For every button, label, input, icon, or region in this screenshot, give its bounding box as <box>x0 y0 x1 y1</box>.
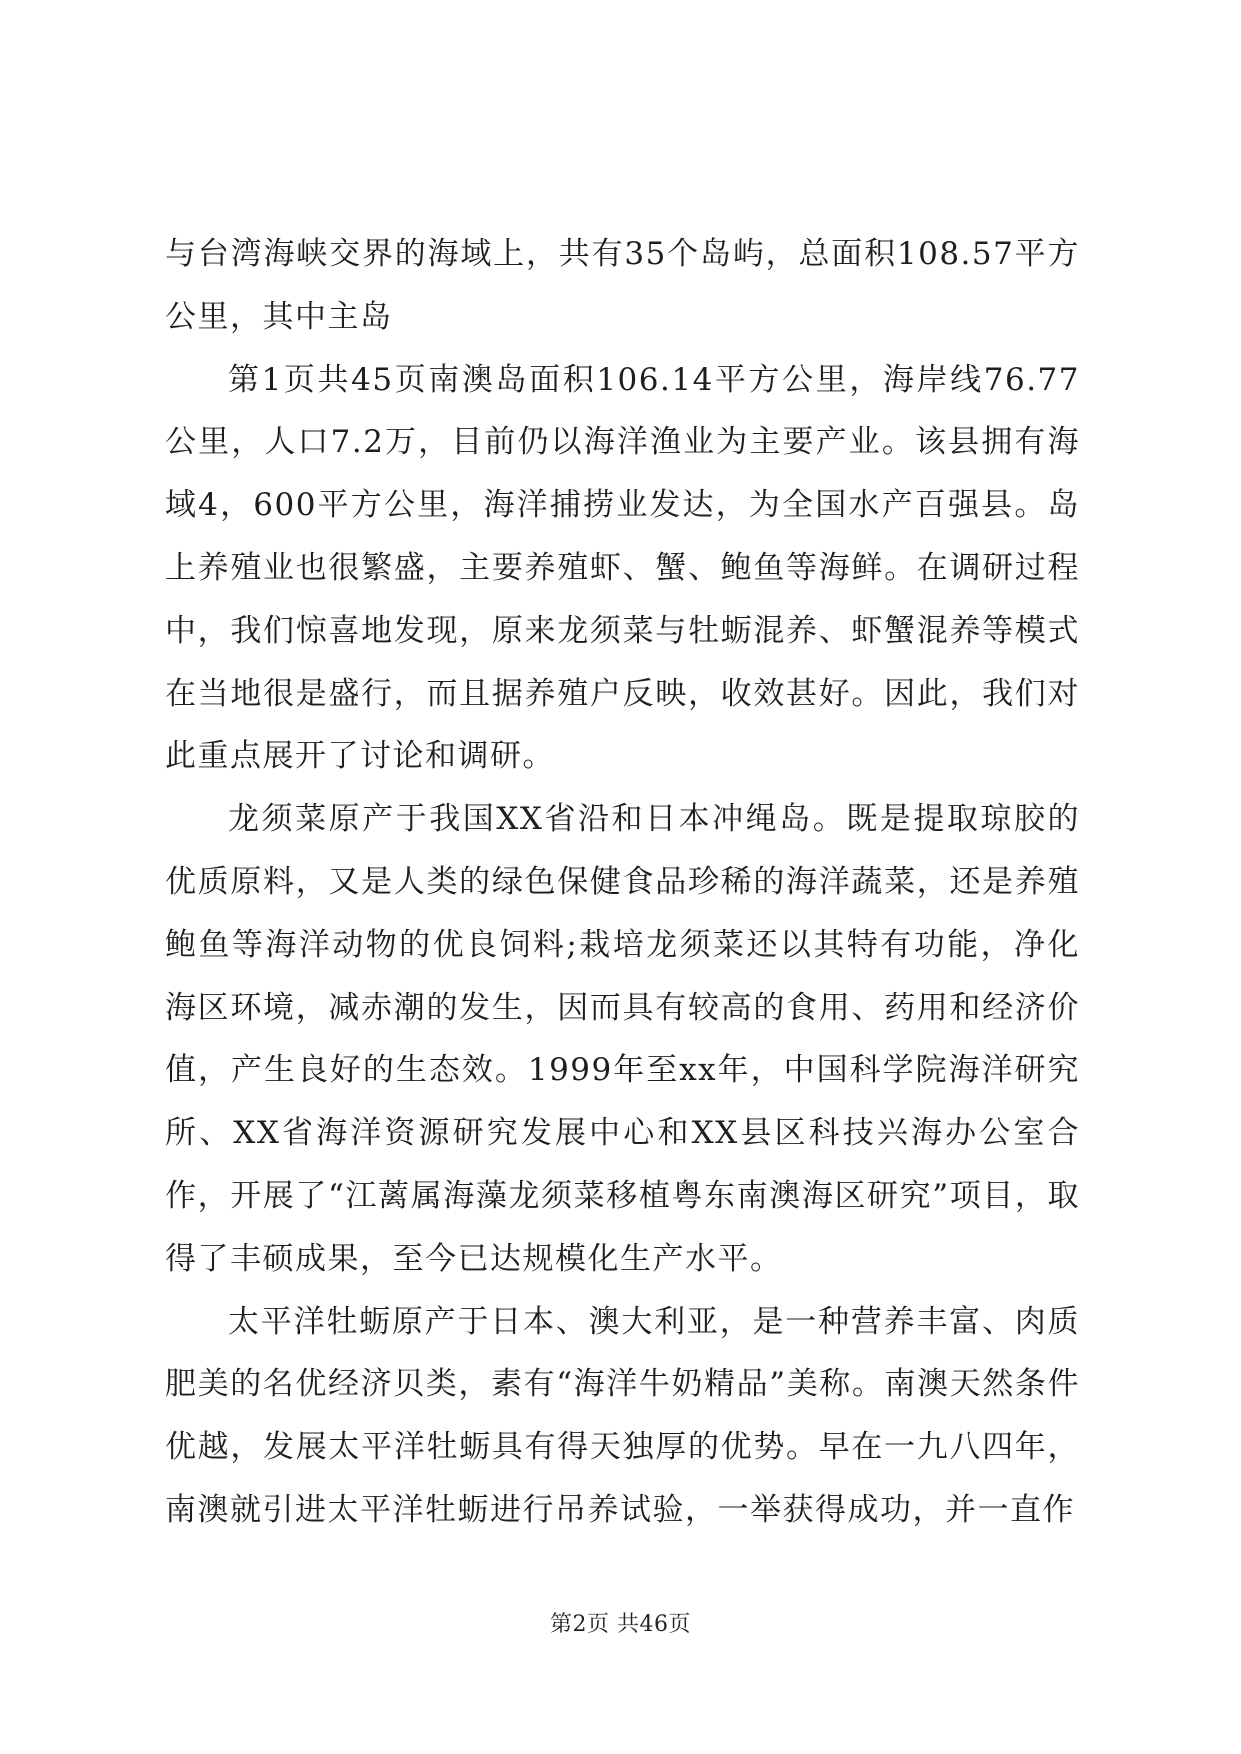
paragraph-longxucai: 龙须菜原产于我国XX省沿和日本冲绳岛。既是提取琼胶的优质原料，又是人类的绿色保健食品珍稀的海洋蔬菜，还是养殖鲍鱼等海洋动物的优良饲料;栽培龙须菜还以其特有功能，净化海区环境，减赤潮的发生，因而具有较高的食用、药用和经济价值，产生良好的生态效。1999年至xx年，中国科学院海洋研究所、XX省海洋资源研究发展中心和XX县区科技兴海办公室合作，开展了“江蓠属海藻龙须菜移植粤东南澳海区研究”项目，取得了丰硕成果，至今已达规模化生产水平。 <box>165 801 1080 1277</box>
body-text <box>165 223 1080 1542</box>
paragraph-pacific-oyster: 太平洋牡蛎原产于日本、澳大利亚，是一种营养丰富、肉质肥美的名优经济贝类，素有“海洋牛奶精品”美称。南澳天然条件优越，发展太平洋牡蛎具有得天独厚的优势。早在一九八四年，南澳就引进太平洋牡蛎进行吊养试验，一举获得成功，并一直作 <box>165 1303 1080 1528</box>
page-footer: 第2页 共46页 <box>550 1612 691 1637</box>
paragraph-nanao-island: 第1页共45页南澳岛面积106.14平方公里，海岸线76.77公里，人口7.2万，目前仍以海洋渔业为主要产业。该县拥有海域4，600平方公里，海洋捕捞业发达，为全国水产百强县。岛上养殖业也很繁盛，主要养殖虾、蟹、鲍鱼等海鲜。在调研过程中，我们惊喜地发现，原来龙须菜与牡蛎混养、虾蟹混养等模式在当地很是盛行，而且据养殖户反映，收效甚好。因此，我们对此重点展开了讨论和调研。 <box>165 361 1080 775</box>
paragraph-continuation: 与台湾海峡交界的海域上，共有35个岛屿，总面积108.57平方公里，其中主岛 <box>165 236 1080 335</box>
